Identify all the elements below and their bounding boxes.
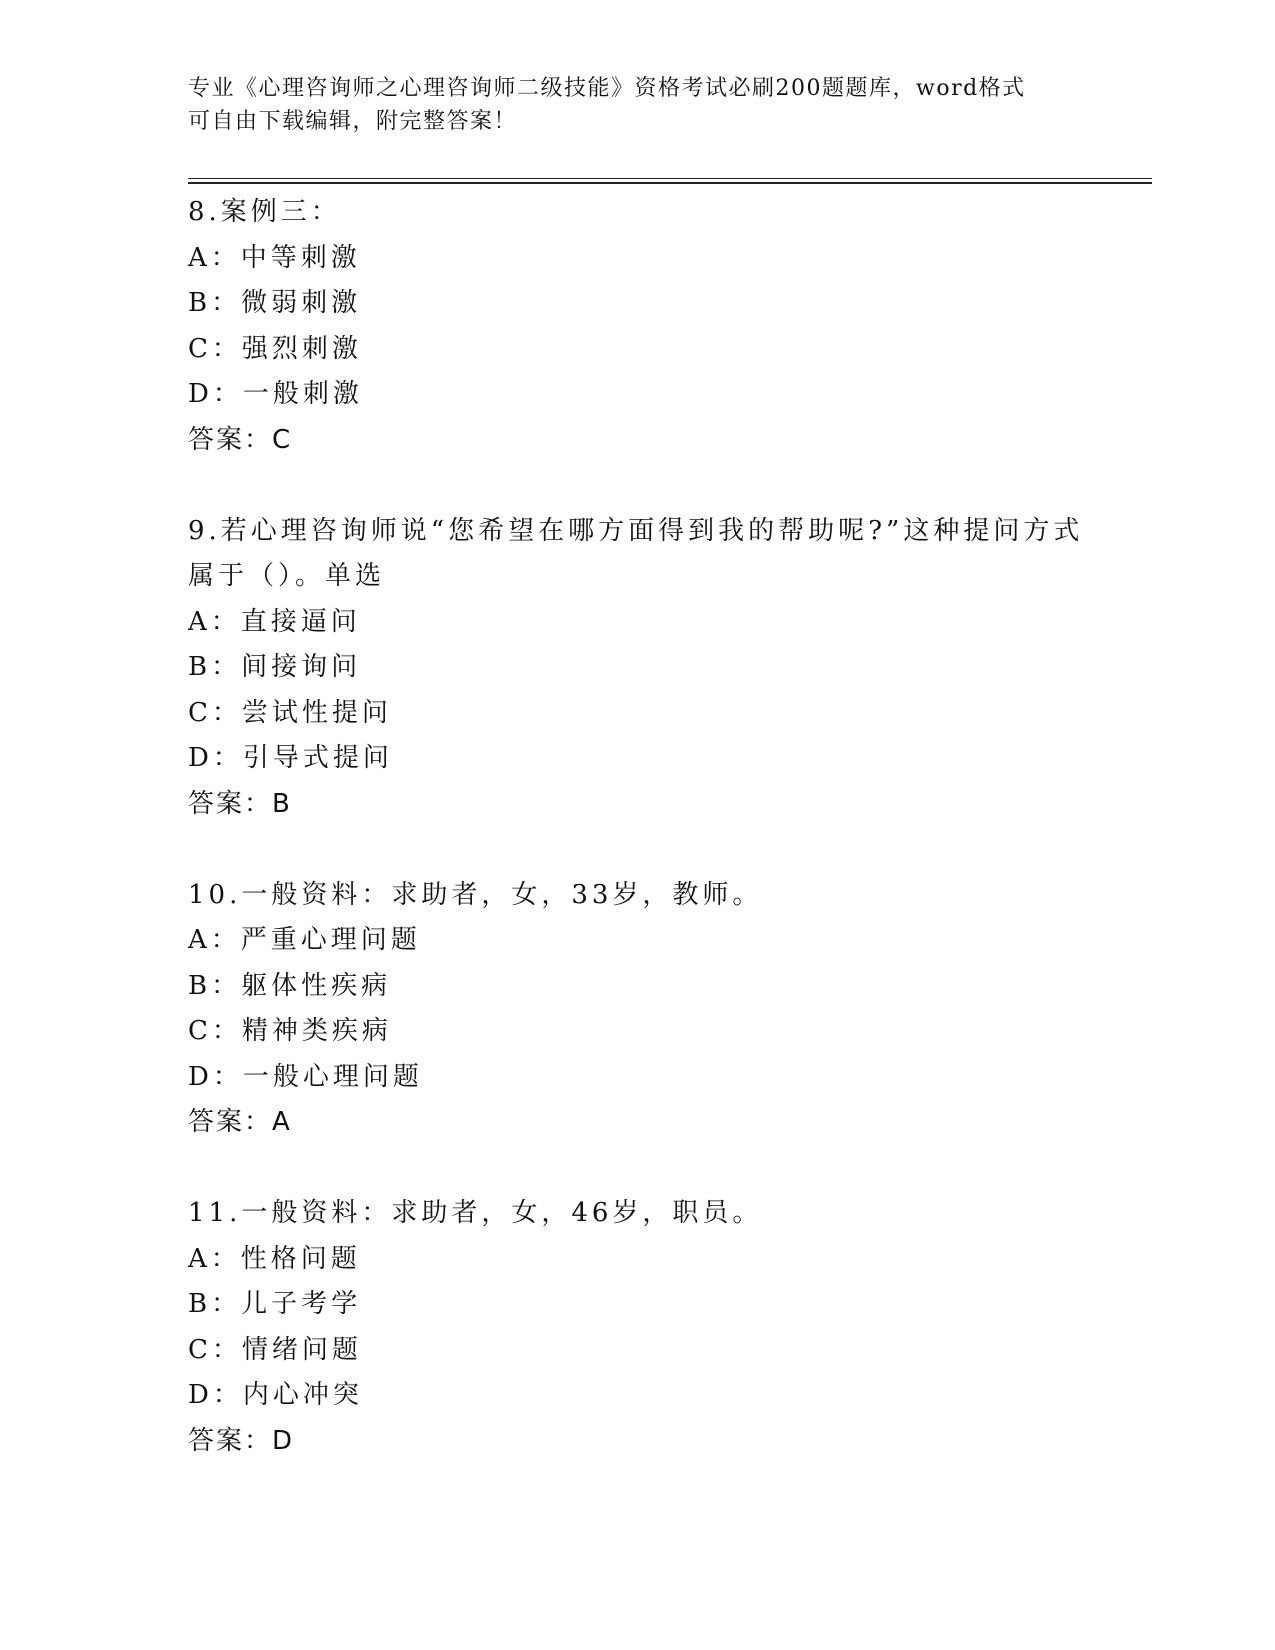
document-header — [188, 72, 1068, 138]
option-c: C：精神类疾病 — [188, 1016, 392, 1046]
option-d: D：一般心理问题 — [188, 1061, 423, 1092]
question-spacer — [188, 463, 1088, 509]
option-c: C：情绪问题 — [188, 1334, 362, 1365]
header-title-line-1: 专业《心理咨询师之心理咨询师二级技能》资格考试必刷200题题库，word格式 — [188, 76, 1026, 101]
question-10 — [188, 873, 1088, 1146]
question-spacer — [188, 827, 1088, 873]
answer-line: 答案：B — [188, 788, 292, 819]
option-a: A：严重心理问题 — [188, 925, 421, 955]
header-divider-thin — [188, 178, 1152, 179]
question-8 — [188, 190, 1088, 463]
header-divider-thick — [188, 182, 1152, 184]
option-a: A：直接逼问 — [188, 606, 361, 637]
answer-line: 答案：C — [188, 424, 293, 455]
header-title-line-2: 可自由下载编辑，附完整答案！ — [188, 109, 518, 134]
answer-line: 答案：A — [188, 1107, 292, 1137]
question-spacer — [188, 1146, 1088, 1192]
option-a: A：中等刺激 — [188, 242, 361, 273]
option-d: D：一般刺激 — [188, 379, 363, 409]
answer-line: 答案：D — [188, 1425, 295, 1456]
option-d: D：内心冲突 — [188, 1380, 363, 1410]
option-b: B：间接询问 — [188, 652, 362, 682]
option-b: B：儿子考学 — [188, 1289, 362, 1319]
question-stem: 8.案例三： — [188, 197, 341, 227]
question-11 — [188, 1191, 1088, 1464]
option-a: A：性格问题 — [188, 1243, 361, 1274]
option-d: D：引导式提问 — [188, 743, 393, 773]
question-list — [188, 190, 1088, 1464]
option-b: B：微弱刺激 — [188, 288, 362, 318]
question-stem: 9.若心理咨询师说“您希望在哪方面得到我的帮助呢?”这种提问方式 — [188, 515, 1084, 546]
option-b: B：躯体性疾病 — [188, 970, 392, 1001]
question-stem-continued: 属于（）。单选 — [188, 561, 386, 591]
option-c: C：尝试性提问 — [188, 697, 392, 728]
question-9 — [188, 509, 1088, 828]
option-c: C：强烈刺激 — [188, 333, 362, 364]
question-stem: 11.一般资料：求助者，女，46岁，职员。 — [188, 1198, 763, 1228]
question-stem: 10.一般资料：求助者，女，33岁，教师。 — [188, 879, 763, 910]
